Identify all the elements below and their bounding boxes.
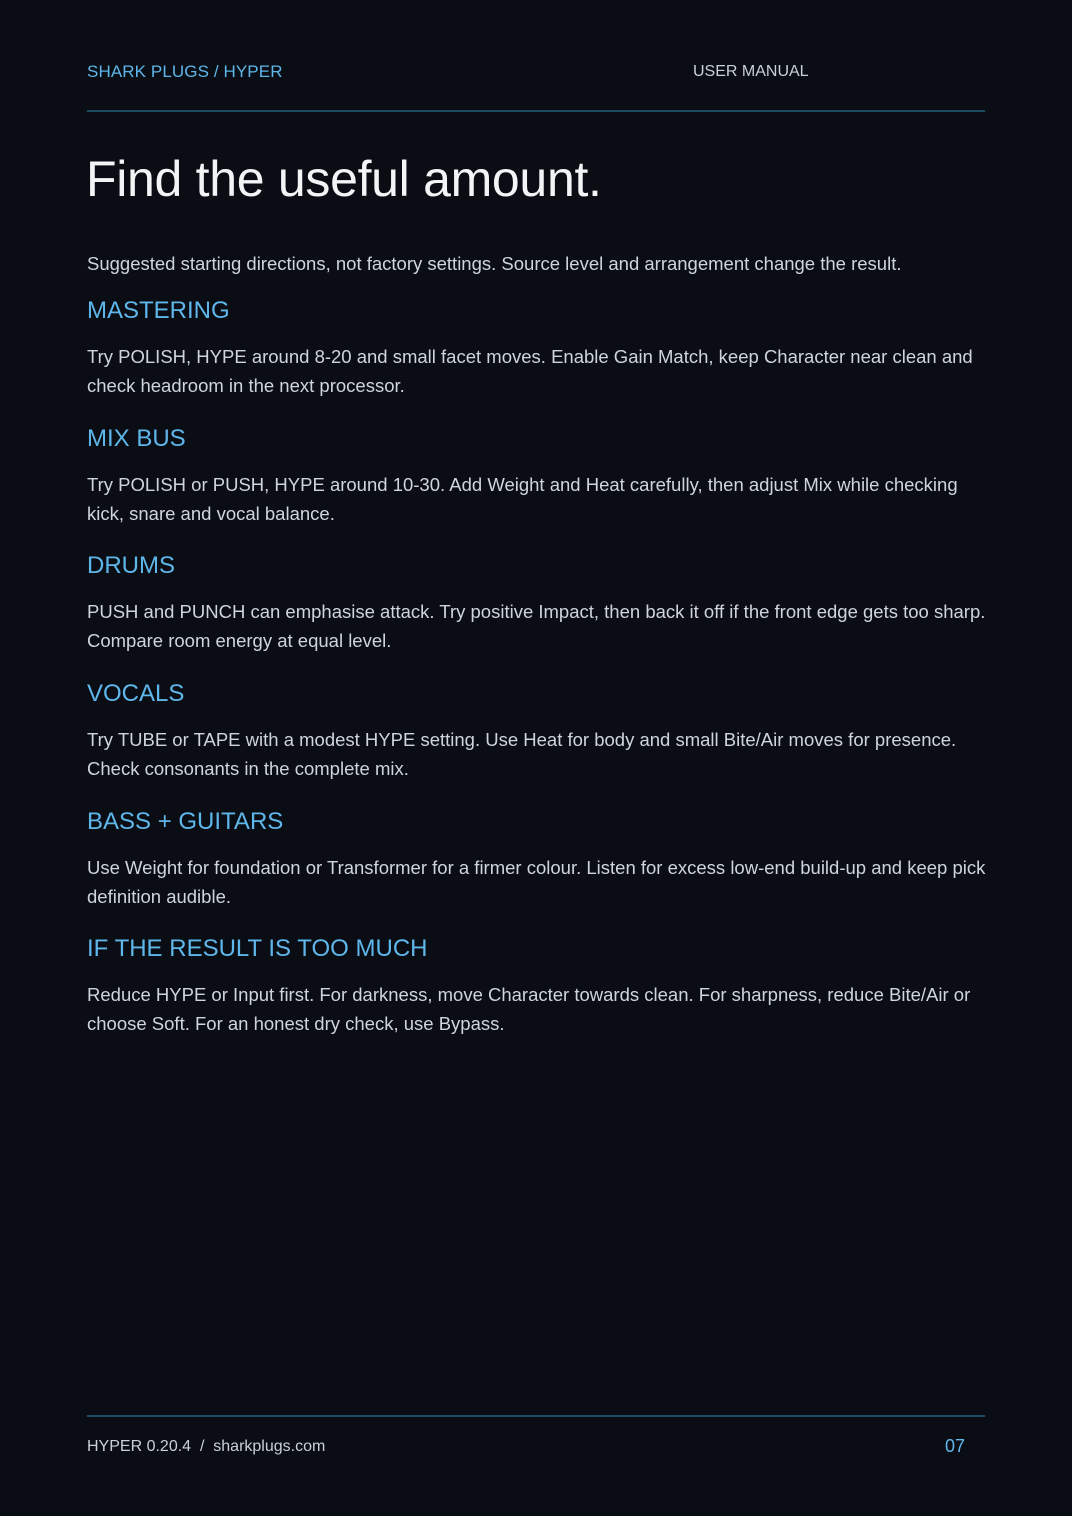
section-body: Try TUBE or TAPE with a modest HYPE setting. Use Heat for body and small Bite/Air moves for presence. Check consonants in the complete mix. (87, 729, 957, 779)
section-heading: IF THE RESULT IS TOO MUCH (87, 935, 428, 962)
section-body: PUSH and PUNCH can emphasise attack. Try positive Impact, then back it off if the front edge gets too sharp. Compare room energy at equal level. (87, 601, 986, 651)
section-heading: DRUMS (87, 552, 175, 579)
section-too-much (87, 934, 987, 1038)
section-body: Try POLISH, HYPE around 8-20 and small facet moves. Enable Gain Match, keep Character near clean and check headroom in the next processor. (87, 346, 973, 396)
header-divider (87, 110, 985, 112)
page-number: 07 (945, 1436, 966, 1456)
section-drums (87, 551, 987, 655)
section-heading: BASS + GUITARS (87, 808, 284, 835)
section-mix-bus (87, 424, 987, 528)
section-vocals (87, 679, 987, 783)
brand-label: SHARK PLUGS / HYPER (87, 62, 283, 81)
section-body: Reduce HYPE or Input first. For darkness, move Character towards clean. For sharpness, reduce Bite/Air or choose Soft. For an honest dry check, use Bypass. (87, 984, 971, 1034)
section-heading: VOCALS (87, 680, 185, 707)
intro-text: Suggested starting directions, not factory settings. Source level and arrangement change the result. (87, 253, 902, 274)
section-heading: MIX BUS (87, 425, 186, 452)
doc-type-label: USER MANUAL (693, 63, 809, 80)
page-header (87, 62, 985, 84)
section-heading: MASTERING (87, 297, 230, 324)
footer-divider (87, 1415, 985, 1417)
section-body: Try POLISH or PUSH, HYPE around 10-30. Add Weight and Heat carefully, then adjust Mix while checking kick, snare and vocal balance. (87, 474, 958, 524)
footer-version-site: HYPER 0.20.4 / sharkplugs.com (87, 1438, 326, 1455)
page-title: Find the useful amount. (86, 151, 602, 207)
section-body: Use Weight for foundation or Transformer for a firmer colour. Listen for excess low-end build-up and keep pick definition audible. (87, 857, 986, 907)
section-mastering (87, 296, 987, 400)
section-bass-guitars (87, 807, 987, 911)
